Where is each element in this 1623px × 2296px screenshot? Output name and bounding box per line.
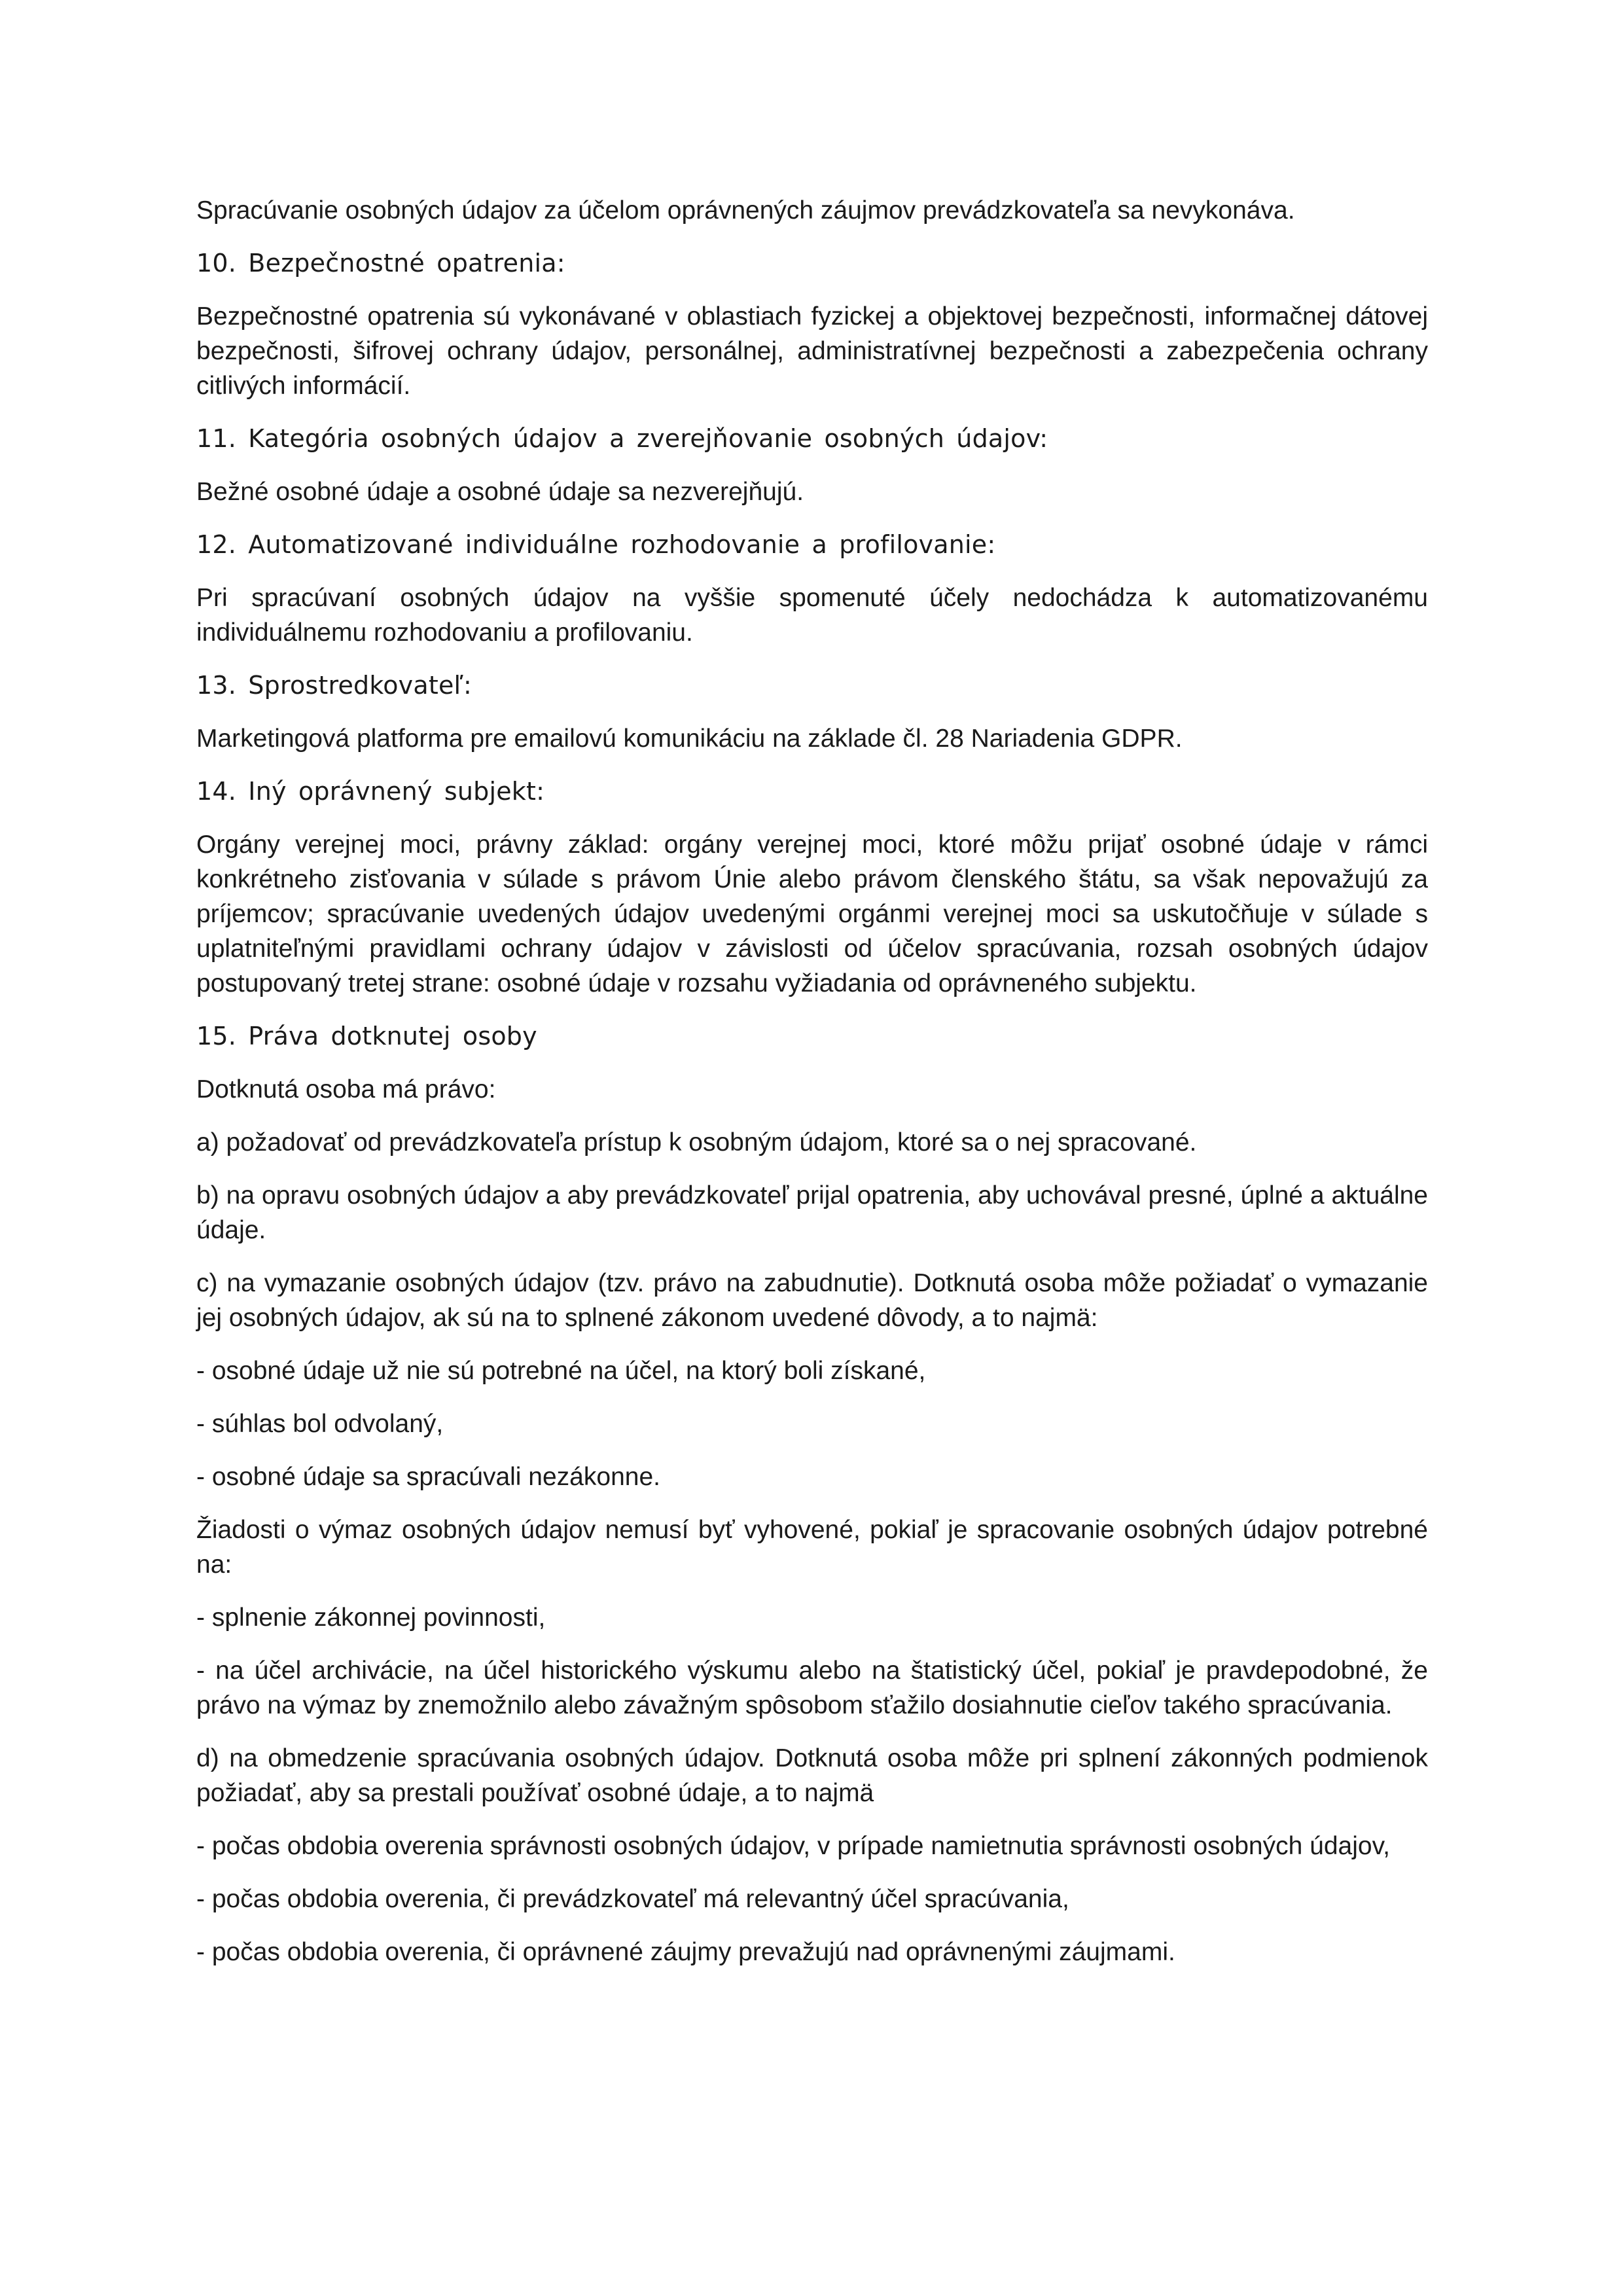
list-item-erasure-reason: - osobné údaje už nie sú potrebné na účel, na ktorý boli získané, <box>196 1357 926 1385</box>
heading-processor: 13. Sprostredkovateľ: <box>196 671 472 700</box>
paragraph-erasure-exceptions: Žiadosti o výmaz osobných údajov nemusí byť vyhovené, pokiaľ je spracovanie osobných údajov potrebné na: <box>196 1516 1428 1579</box>
list-item-restriction-case: - počas obdobia overenia správnosti osobných údajov, v prípade namietnutia správnosti osobných údajov, <box>196 1832 1391 1860</box>
heading-automated-decisions: 12. Automatizované individuálne rozhodovanie a profilovanie: <box>196 530 996 559</box>
list-item-erasure-reason: - súhlas bol odvolaný, <box>196 1410 444 1438</box>
paragraph-right-access: a) požadovať od prevádzkovateľa prístup k osobným údajom, ktoré sa o nej spracované. <box>196 1128 1197 1157</box>
heading-security-measures: 10. Bezpečnostné opatrenia: <box>196 249 565 278</box>
list-item-erasure-exception: - splnenie zákonnej povinnosti, <box>196 1604 546 1632</box>
heading-other-subject: 14. Iný oprávnený subjekt: <box>196 777 545 806</box>
paragraph-right-erasure: c) na vymazanie osobných údajov (tzv. právo na zabudnutie). Dotknutá osoba môže požiadať o vymazanie jej osobných údajov, ak sú na to splnené zákonom uvedené dôvody, a to najmä: <box>196 1269 1428 1332</box>
document-page <box>196 193 1428 1988</box>
paragraph-legitimate-interests: Spracúvanie osobných údajov za účelom oprávnených záujmov prevádzkovateľa sa nevykonáva. <box>196 196 1295 224</box>
list-item-erasure-reason: - osobné údaje sa spracúvali nezákonne. <box>196 1463 660 1491</box>
paragraph-right-restriction: d) na obmedzenie spracúvania osobných údajov. Dotknutá osoba môže pri splnení zákonných podmienok požiadať, aby sa prestali používať osobné údaje, a to najmä <box>196 1744 1428 1807</box>
paragraph-other-subject: Orgány verejnej moci, právny základ: orgány verejnej moci, ktoré môžu prijať osobné údaje v rámci konkrétneho zisťovania v súlade s právom Únie alebo právom členského štátu, sa však nepovažujú za príjemcov; spracúvanie uvedených údajov uvedenými orgánmi verejnej moci sa uskutočňuje v súlade s uplatniteľnými pravidlami ochrany údajov v závislosti od účelov spracúvania, rozsah osobných údajov postupovaný tretej strane: osobné údaje v rozsahu vyžiadania od oprávneného subjektu. <box>196 831 1428 997</box>
paragraph-automated-decisions: Pri spracúvaní osobných údajov na vyššie spomenuté účely nedochádza k automatizovanému individuálnemu rozhodovaniu a profilovaniu. <box>196 584 1428 647</box>
heading-data-subject-rights: 15. Práva dotknutej osoby <box>196 1022 537 1050</box>
list-item-restriction-case: - počas obdobia overenia, či oprávnené záujmy prevažujú nad oprávnenými záujmami. <box>196 1938 1175 1966</box>
paragraph-processor: Marketingová platforma pre emailovú komunikáciu na základe čl. 28 Nariadenia GDPR. <box>196 725 1183 753</box>
paragraph-rights-intro: Dotknutá osoba má právo: <box>196 1075 496 1103</box>
heading-data-categories: 11. Kategória osobných údajov a zverejňovanie osobných údajov: <box>196 424 1048 453</box>
list-item-restriction-case: - počas obdobia overenia, či prevádzkovateľ má relevantný účel spracúvania, <box>196 1885 1069 1913</box>
paragraph-data-categories: Bežné osobné údaje a osobné údaje sa nezverejňujú. <box>196 478 804 506</box>
paragraph-right-rectification: b) na opravu osobných údajov a aby prevádzkovateľ prijal opatrenia, aby uchovával presné, úplné a aktuálne údaje. <box>196 1181 1428 1244</box>
list-item-erasure-exception: - na účel archivácie, na účel historického výskumu alebo na štatistický účel, pokiaľ je pravdepodobné, že právo na výmaz by znemožnilo alebo závažným spôsobom sťažilo dosiahnutie cieľov takého spracúvania. <box>196 1657 1428 1719</box>
paragraph-security-measures: Bezpečnostné opatrenia sú vykonávané v oblastiach fyzickej a objektovej bezpečnosti, informačnej dátovej bezpečnosti, šifrovej ochrany údajov, personálnej, administratívnej bezpečnosti a zabezpečenia ochrany citlivých informácií. <box>196 302 1428 400</box>
